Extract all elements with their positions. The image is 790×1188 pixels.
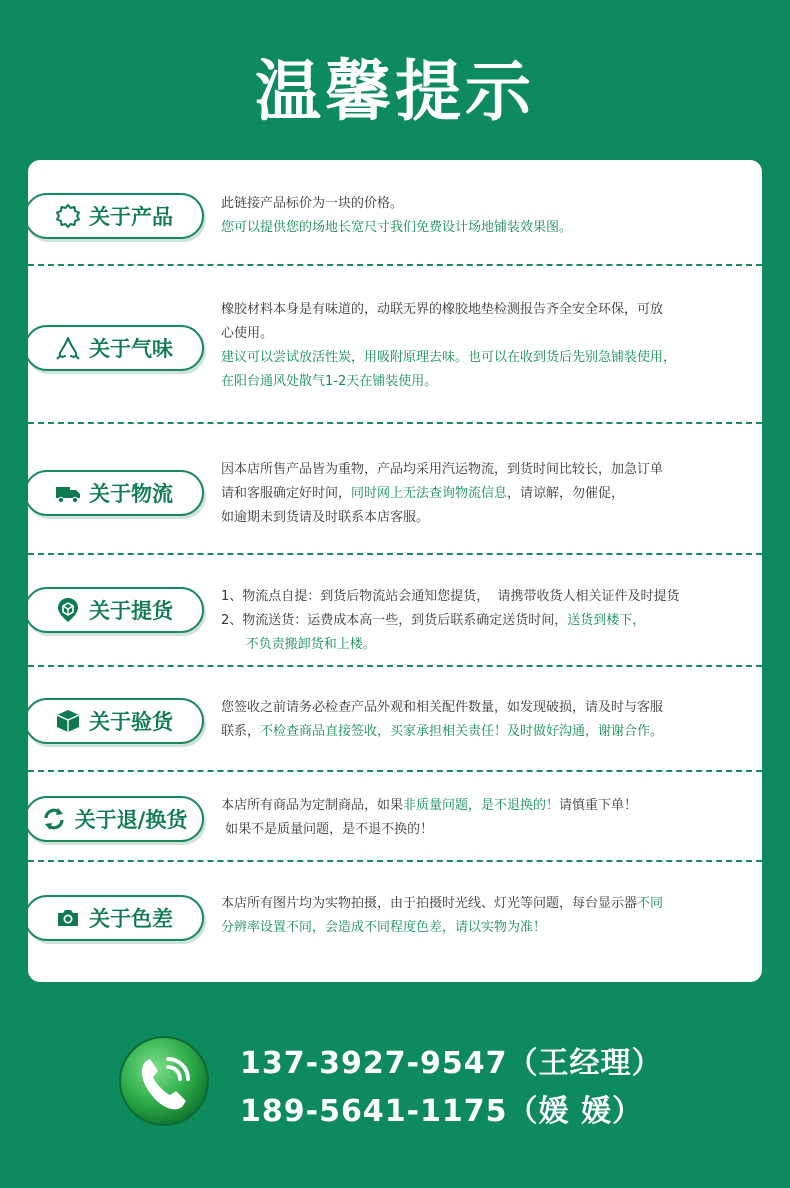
highlight-text: 在阳台通风处散气1-2天在铺装使用。 [221, 374, 438, 389]
body-text: 2、物流送货：运费成本高一些，到货后联系确定送货时间， [221, 613, 568, 628]
section-text-3 [221, 458, 751, 530]
section-text-6 [221, 794, 751, 842]
section-pill-3 [28, 470, 204, 516]
text-line [221, 506, 751, 530]
section-pill-4 [28, 587, 204, 633]
text-line [221, 720, 751, 744]
body-text: 如果不是质量问题，是不退不换的！ [221, 822, 434, 837]
highlight-text: 不负责搬卸货和上楼。 [221, 637, 376, 652]
body-text: 本店所有图片均为实物拍摄，由于拍摄时光线、灯光等问题，每台显示器 [221, 896, 638, 911]
text-line [221, 322, 751, 346]
section-text-1 [221, 192, 751, 240]
highlight-text: 分辨率设置不同，会造成不同程度色差，请以实物为准！ [221, 920, 547, 935]
body-text: 橡胶材料本身是有味道的，动联无界的橡胶地垫检测报告齐全安全环保，可放 [221, 302, 664, 317]
contact-list [240, 1040, 663, 1136]
body-text: 心使用。 [221, 326, 274, 341]
body-text: 联系， [221, 724, 261, 739]
nose-icon [55, 335, 81, 361]
section-text-4 [221, 585, 751, 657]
body-text: 请慎重下单！ [559, 798, 638, 813]
page-title: 温馨提示 [255, 53, 535, 130]
text-line [221, 370, 751, 394]
section-label: 关于退/换货 [74, 808, 188, 832]
body-text: 请和客服确定好时间， [221, 486, 352, 501]
text-line [221, 298, 751, 322]
refresh-icon [41, 806, 67, 832]
contact-line-1[interactable]: 137-3927-9547（王经理） [240, 1046, 663, 1081]
body-text: 因本店所售产品皆为重物，产品均采用汽运物流，到货时间比较长，加急订单 [221, 462, 664, 477]
section-divider [28, 665, 762, 667]
text-line [221, 585, 751, 609]
section-text-2 [221, 298, 751, 394]
location-pin-icon [55, 597, 81, 623]
text-line [221, 346, 751, 370]
contact-line-2[interactable]: 189-5641-1175（媛 媛） [240, 1094, 643, 1129]
text-line [221, 916, 751, 940]
section-divider [28, 264, 762, 266]
notice-card [28, 160, 762, 982]
text-line [221, 794, 751, 818]
section-pill-5 [28, 698, 204, 744]
body-text: 您签收之前请务必检查产品外观和相关配件数量，如发现破损，请及时与客服 [221, 700, 664, 715]
section-divider [28, 553, 762, 555]
section-divider [28, 422, 762, 424]
section-text-5 [221, 696, 751, 744]
body-text: ，请谅解，勿催促， [507, 486, 625, 501]
section-label: 关于物流 [89, 482, 173, 506]
highlight-text: 送货到楼下， [567, 613, 646, 628]
highlight-text: 不检查商品直接签收，买家承担相关责任！及时做好沟通，谢谢合作。 [260, 724, 664, 739]
section-label: 关于气味 [89, 337, 173, 361]
text-line [221, 192, 751, 216]
section-label: 关于验货 [89, 710, 173, 734]
section-divider [28, 770, 762, 772]
section-label: 关于提货 [89, 599, 173, 623]
gear-icon [55, 203, 81, 229]
section-pill-1 [28, 193, 204, 239]
section-pill-6 [28, 796, 204, 842]
text-line [221, 696, 751, 720]
text-line [221, 633, 751, 657]
camera-icon [55, 905, 81, 931]
section-pill-2 [28, 325, 204, 371]
section-label: 关于产品 [89, 205, 173, 229]
text-line [221, 216, 751, 240]
highlight-text: 非质量问题，是不退换的！ [403, 798, 560, 813]
body-text: 如逾期未到货请及时联系本店客服。 [221, 510, 430, 525]
section-text-7 [221, 892, 751, 940]
highlight-text: 建议可以尝试放活性炭，用吸附原理去味。也可以在收到货后先别急铺装使用， [221, 350, 677, 365]
highlight-text: 同时网上无法查询物流信息 [351, 486, 508, 501]
highlight-text: 您可以提供您的场地长宽尺寸我们免费设计场地铺装效果图。 [221, 220, 573, 235]
highlight-text: 不同 [637, 896, 664, 911]
text-line [221, 609, 751, 633]
phone-icon [118, 1035, 210, 1127]
section-pill-7 [28, 895, 204, 941]
text-line [221, 482, 751, 506]
body-text: 本店所有商品为定制商品，如果 [221, 798, 404, 813]
section-divider [28, 860, 762, 862]
package-icon [55, 708, 81, 734]
truck-icon [55, 480, 81, 506]
section-label: 关于色差 [89, 907, 173, 931]
text-line [221, 892, 751, 916]
text-line [221, 818, 751, 842]
text-line [221, 458, 751, 482]
body-text: 1、物流点自提：到货后物流站会通知您提货， 请携带收货人相关证件及时提货 [221, 589, 680, 604]
body-text: 此链接产品标价为一块的价格。 [221, 196, 404, 211]
